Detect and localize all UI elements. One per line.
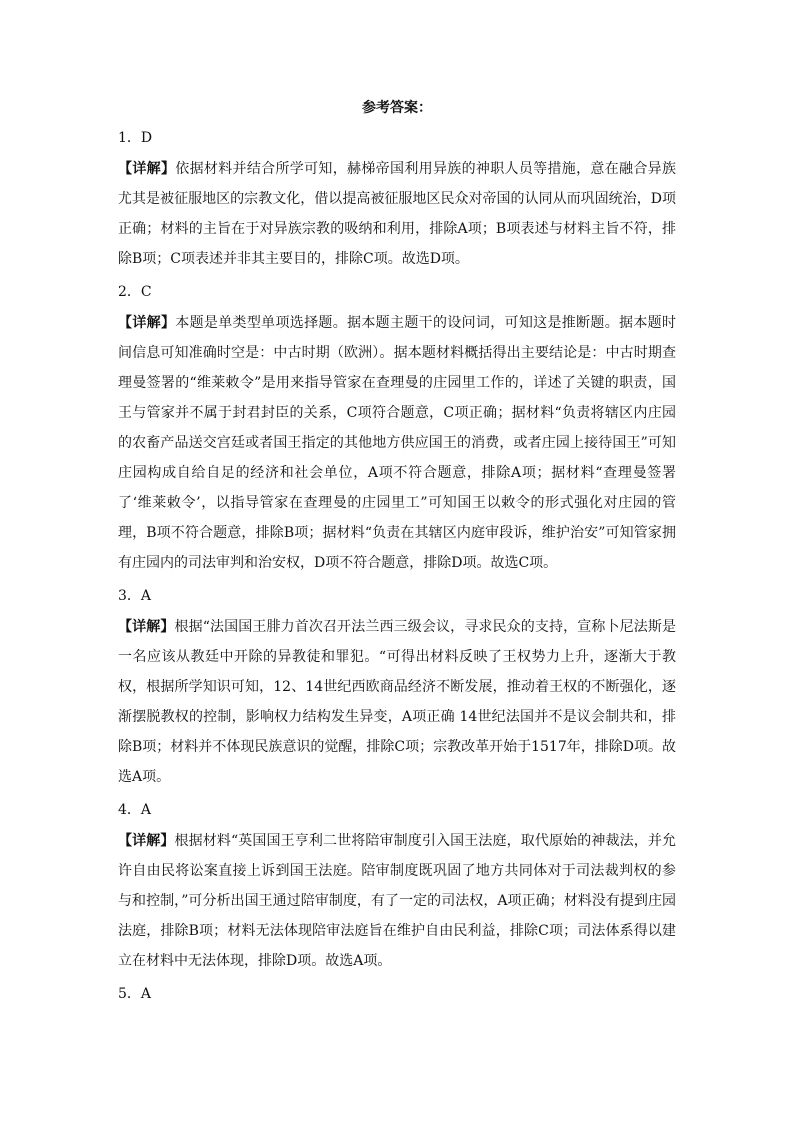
answer-explanation [118,308,676,578]
answer-number: 1．D [118,130,153,146]
answer-explanation [118,154,676,274]
explanation-text: 根据材料“英国国王亨利二世将陪审制度引入国王法庭，取代原始的神裁法，并允许自由民将讼案直接上诉到国王法庭。陪审制度既巩固了地方共同体对于司法裁判权的参与和控制，”可分析出国王通过陪审制度，有了一定的司法权，A项正确；材料没有提到庄园法庭，排除B项；材料无法体现陪审法庭旨在维护自由民利益，排除C项；司法体系得以建立在材料中无法体现，排除D项。故选A项。 [118,833,677,969]
answer-number: 2．C [118,284,152,300]
answer-item-2 [118,280,676,578]
explanation-text: 本题是单类型单项选择题。据本题主题干的设问词，可知这是推断题。据本题时间信息可知准确时空是：中古时期（欧洲）。据本题材料概括得出主要结论是：中古时期查理曼签署的“维莱敕令”是用来指导管家在查理曼的庄园里工作的，详述了关键的职责，国王与管家并不属于封君封臣的关系，C项符合题意，C项正确；据材料“负责将辖区内庄园的农畜产品送交宫廷或者国王指定的其他地方供应国王的消费，或者庄园上接待国王”可知庄园构成自给自足的经济和社会单位，A项不符合题意，排除A项；据材料“查理曼签署了‘维莱敕令’，以指导管家在查理曼的庄园里工”可知国王以敕令的形式强化对庄园的管理，B项不符合题意，排除B项；据材料“负责在其辖区内庭审段诉，维护治安”可知管家拥有庄园内的司法审判和治安权，D项不符合题意，排除D项。故选C项。 [118,315,677,571]
explanation-tag: 【详解】 [118,161,176,177]
answer-item-1 [118,126,676,274]
answer-item-4 [118,798,676,976]
page-title: 参考答案： [362,100,432,116]
explanation-tag: 【详解】 [118,619,175,635]
answer-item-5 [118,982,676,1006]
answer-page [118,96,676,1010]
answer-number: 3．A [118,588,152,604]
explanation-tag: 【详解】 [118,833,175,849]
explanation-text: 根据“法国国王腓力首次召开法兰西三级会议，寻求民众的支持，宣称卜尼法斯是一名应该从教廷中开除的异教徒和罪犯。“可得出材料反映了王权势力上升，逐渐大于教权，根据所学知识可知，12、14世纪西欧商品经济不断发展，推动着王权的不断强化，逐渐摆脱教权的控制，影响权力结构发生异变，A项正确 14世纪法国并不是议会制共和，排除B项；材料并不体现民族意识的觉醒，排除C项；宗教改革开始于1517年，排除D项。故选A项。 [118,619,677,785]
answer-number: 5．A [118,986,152,1002]
explanation-text: 依据材料并结合所学可知，赫梯帝国利用异族的神职人员等措施，意在融合异族尤其是被征服地区的宗教文化，借以提高被征服地区民众对帝国的认同从而巩固统治，D项正确；材料的主旨在于对异族宗教的吸纳和利用，排除A项；B项表述与材料主旨不符，排除B项；C项表述并非其主要目的，排除C项。故选D项。 [118,161,677,267]
answer-explanation [118,826,676,976]
answer-item-3 [118,584,676,792]
answer-number: 4．A [118,802,152,818]
explanation-tag: 【详解】 [118,315,176,331]
answer-explanation [118,612,676,792]
